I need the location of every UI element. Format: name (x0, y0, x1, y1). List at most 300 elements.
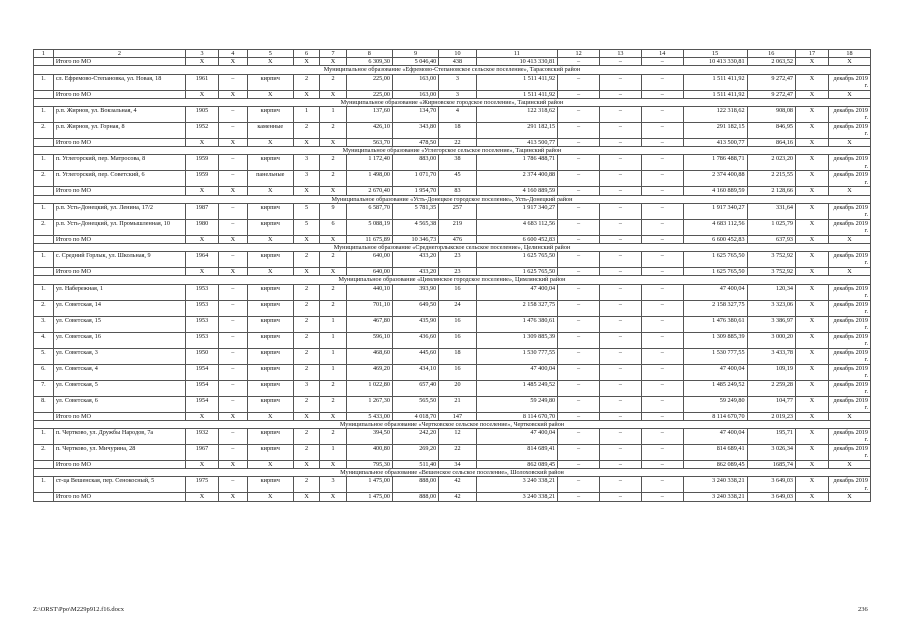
cell-col-14: – (641, 203, 683, 219)
cell-col-6: 3 (293, 380, 319, 396)
cell-col-14: – (641, 412, 683, 420)
municipality-section-row (34, 147, 871, 155)
cell-col-18: X (829, 90, 871, 98)
cell-col-9: 883,00 (392, 155, 438, 171)
cell-col-9: 5 781,35 (392, 203, 438, 219)
cell-col-17: X (796, 364, 829, 380)
cell-col-14: – (641, 139, 683, 147)
cell-col-10: 45 (439, 171, 476, 187)
cell-col-1: 1. (34, 284, 54, 300)
cell-col-16: 908,08 (747, 107, 795, 123)
column-number-5: 5 (247, 50, 293, 58)
capital-repair-register-table (33, 49, 871, 502)
cell-col-11: 413 500,77 (476, 139, 557, 147)
cell-col-12: – (558, 219, 600, 235)
cell-col-15: 1 476 380,61 (683, 316, 747, 332)
cell-col-2: Итого по МО (53, 90, 185, 98)
column-number-11: 11 (476, 50, 557, 58)
cell-col-7: 2 (320, 284, 346, 300)
cell-col-7: 1 (320, 348, 346, 364)
cell-col-10: 3 (439, 74, 476, 90)
cell-col-8: 137,60 (346, 107, 392, 123)
cell-col-13: – (599, 429, 641, 445)
cell-col-11: 862 089,45 (476, 461, 557, 469)
cell-col-18: декабрь 2019 г. (829, 396, 871, 412)
cell-col-16: 864,16 (747, 139, 795, 147)
cell-col-9: 242,20 (392, 429, 438, 445)
cell-col-18: декабрь 2019 г. (829, 445, 871, 461)
cell-col-12: – (558, 396, 600, 412)
cell-col-3: 1905 (185, 107, 218, 123)
cell-col-9: 5 046,40 (392, 58, 438, 66)
cell-col-10: 219 (439, 219, 476, 235)
column-number-15: 15 (683, 50, 747, 58)
building-row (34, 445, 871, 461)
cell-col-9: 565,50 (392, 396, 438, 412)
cell-col-11: 814 689,41 (476, 445, 557, 461)
municipality-section-row (34, 276, 871, 284)
cell-col-3: 1954 (185, 364, 218, 380)
cell-col-10: 23 (439, 252, 476, 268)
cell-col-18: декабрь 2019 г. (829, 155, 871, 171)
cell-col-16: 9 272,47 (747, 74, 795, 90)
cell-col-8: 640,00 (346, 252, 392, 268)
cell-col-15: 1 309 885,39 (683, 332, 747, 348)
cell-col-11: 1 511 411,92 (476, 74, 557, 90)
cell-col-8: 596,10 (346, 332, 392, 348)
cell-col-13: – (599, 316, 641, 332)
cell-col-7: X (320, 268, 346, 276)
cell-col-12: – (558, 235, 600, 243)
cell-col-3: 1953 (185, 316, 218, 332)
cell-col-7: X (320, 235, 346, 243)
municipality-section-row (34, 195, 871, 203)
cell-col-10: 18 (439, 123, 476, 139)
cell-col-17: X (796, 300, 829, 316)
cell-col-15: 1 786 488,71 (683, 155, 747, 171)
cell-col-2: с. Средний Горлык, ул. Школьная, 9 (53, 252, 185, 268)
cell-col-6: X (293, 493, 319, 501)
cell-col-15: 4 160 889,59 (683, 187, 747, 195)
cell-col-5: кирпич (247, 74, 293, 90)
cell-col-14: – (641, 90, 683, 98)
municipality-section-row (34, 244, 871, 252)
cell-col-2: п. Углегорский, пер. Советский, 6 (53, 171, 185, 187)
cell-col-10: 38 (439, 155, 476, 171)
cell-col-1: 1. (34, 252, 54, 268)
cell-col-10: 16 (439, 364, 476, 380)
cell-col-3: X (185, 493, 218, 501)
cell-col-16: 3 000,20 (747, 332, 795, 348)
cell-col-9: 4 565,38 (392, 219, 438, 235)
cell-col-10: 16 (439, 316, 476, 332)
cell-col-7: X (320, 412, 346, 420)
cell-col-6: 2 (293, 332, 319, 348)
cell-col-2: ул. Советская, 16 (53, 332, 185, 348)
cell-col-4: – (219, 155, 248, 171)
cell-col-17: X (796, 90, 829, 98)
cell-col-1 (34, 58, 54, 66)
cell-col-7: X (320, 461, 346, 469)
cell-col-4: – (219, 300, 248, 316)
cell-col-3: 1932 (185, 429, 218, 445)
cell-col-9: 393,90 (392, 284, 438, 300)
cell-col-14: – (641, 268, 683, 276)
building-row (34, 252, 871, 268)
cell-col-4: – (219, 123, 248, 139)
cell-col-11: 4 160 889,59 (476, 187, 557, 195)
cell-col-14: – (641, 445, 683, 461)
cell-col-1: 2. (34, 123, 54, 139)
municipality-total-row (34, 412, 871, 420)
cell-col-9: 269,20 (392, 445, 438, 461)
cell-col-11: 1 485 249,52 (476, 380, 557, 396)
cell-col-8: 701,10 (346, 300, 392, 316)
cell-col-16: 109,19 (747, 364, 795, 380)
building-row (34, 74, 871, 90)
column-number-8: 8 (346, 50, 392, 58)
cell-col-4: – (219, 316, 248, 332)
cell-col-7: 2 (320, 252, 346, 268)
cell-col-15: 59 249,80 (683, 396, 747, 412)
cell-col-15: 47 400,04 (683, 429, 747, 445)
cell-col-1: 1. (34, 477, 54, 493)
cell-col-3: X (185, 139, 218, 147)
cell-col-10: 438 (439, 58, 476, 66)
cell-col-8: 225,00 (346, 90, 392, 98)
cell-col-3: 1953 (185, 300, 218, 316)
cell-col-15: 10 413 330,81 (683, 58, 747, 66)
cell-col-13: – (599, 461, 641, 469)
cell-col-18: X (829, 235, 871, 243)
cell-col-7: 2 (320, 74, 346, 90)
cell-col-1: 7. (34, 380, 54, 396)
cell-col-12: – (558, 316, 600, 332)
cell-col-10: 12 (439, 429, 476, 445)
cell-col-6: 3 (293, 155, 319, 171)
cell-col-1: 1. (34, 107, 54, 123)
building-row (34, 477, 871, 493)
cell-col-15: 6 600 452,83 (683, 235, 747, 243)
cell-col-9: 343,80 (392, 123, 438, 139)
cell-col-17: X (796, 284, 829, 300)
cell-col-10: 20 (439, 380, 476, 396)
cell-col-11: 1 530 777,55 (476, 348, 557, 364)
cell-col-13: – (599, 445, 641, 461)
cell-col-10: 21 (439, 396, 476, 412)
cell-col-2: Итого по МО (53, 268, 185, 276)
building-row (34, 284, 871, 300)
cell-col-1 (34, 461, 54, 469)
cell-col-4: – (219, 396, 248, 412)
cell-col-13: – (599, 252, 641, 268)
cell-col-1: 4. (34, 332, 54, 348)
cell-col-11: 59 249,80 (476, 396, 557, 412)
cell-col-5: X (247, 493, 293, 501)
cell-col-6: 2 (293, 74, 319, 90)
cell-col-14: – (641, 187, 683, 195)
cell-col-15: 47 400,04 (683, 364, 747, 380)
column-number-3: 3 (185, 50, 218, 58)
cell-col-13: – (599, 477, 641, 493)
document-file-path: Z:\ORST\Ppo\M229p912.f16.docx (33, 606, 125, 613)
cell-col-8: 467,80 (346, 316, 392, 332)
cell-col-1: 1. (34, 203, 54, 219)
cell-col-16: 3 649,03 (747, 477, 795, 493)
cell-col-18: декабрь 2019 г. (829, 252, 871, 268)
cell-col-10: 16 (439, 284, 476, 300)
municipality-title: Муниципальное образование «Ефремово-Степановское сельское поселение», Тарасовский район (34, 66, 871, 74)
cell-col-2: Итого по МО (53, 139, 185, 147)
cell-col-15: 862 089,45 (683, 461, 747, 469)
cell-col-8: 1 475,00 (346, 477, 392, 493)
cell-col-4: X (219, 493, 248, 501)
cell-col-12: – (558, 348, 600, 364)
cell-col-16: 637,93 (747, 235, 795, 243)
cell-col-6: X (293, 58, 319, 66)
column-number-9: 9 (392, 50, 438, 58)
cell-col-8: 440,10 (346, 284, 392, 300)
cell-col-6: 5 (293, 203, 319, 219)
cell-col-14: – (641, 348, 683, 364)
cell-col-9: 435,90 (392, 316, 438, 332)
municipality-title: Муниципальное образование «Среднегорлыкское сельское поселение», Целинский район (34, 244, 871, 252)
cell-col-6: 2 (293, 477, 319, 493)
cell-col-11: 1 625 765,50 (476, 252, 557, 268)
cell-col-13: – (599, 284, 641, 300)
cell-col-3: X (185, 90, 218, 98)
cell-col-3: 1959 (185, 155, 218, 171)
cell-col-5: X (247, 461, 293, 469)
cell-col-11: 2 374 400,88 (476, 171, 557, 187)
cell-col-6: 2 (293, 364, 319, 380)
municipality-title: Муниципальное образование «Жирновское городское поселение», Тацинский район (34, 98, 871, 106)
cell-col-12: – (558, 284, 600, 300)
cell-col-9: 434,10 (392, 364, 438, 380)
cell-col-12: – (558, 300, 600, 316)
municipality-title: Муниципальное образование «Цимлянское городское поселение», Цимлянский район (34, 276, 871, 284)
cell-col-12: – (558, 364, 600, 380)
cell-col-16: 2 063,52 (747, 58, 795, 66)
cell-col-11: 1 917 340,27 (476, 203, 557, 219)
cell-col-18: X (829, 268, 871, 276)
cell-col-9: 4 018,70 (392, 412, 438, 420)
cell-col-17: X (796, 171, 829, 187)
municipality-total-row (34, 139, 871, 147)
building-row (34, 364, 871, 380)
cell-col-12: – (558, 107, 600, 123)
cell-col-12: – (558, 493, 600, 501)
cell-col-8: 225,00 (346, 74, 392, 90)
cell-col-11: 291 182,15 (476, 123, 557, 139)
cell-col-18: декабрь 2019 г. (829, 203, 871, 219)
cell-col-17: X (796, 412, 829, 420)
cell-col-7: 3 (320, 477, 346, 493)
cell-col-8: 1 172,40 (346, 155, 392, 171)
cell-col-12: – (558, 445, 600, 461)
cell-col-4: X (219, 461, 248, 469)
cell-col-14: – (641, 396, 683, 412)
cell-col-7: X (320, 58, 346, 66)
cell-col-12: – (558, 461, 600, 469)
cell-col-6: 2 (293, 123, 319, 139)
cell-col-9: 888,00 (392, 477, 438, 493)
cell-col-15: 814 689,41 (683, 445, 747, 461)
municipality-total-row (34, 461, 871, 469)
municipality-section-row (34, 66, 871, 74)
cell-col-13: – (599, 171, 641, 187)
cell-col-3: 1953 (185, 284, 218, 300)
cell-col-2: ул. Советская, 6 (53, 396, 185, 412)
cell-col-13: – (599, 203, 641, 219)
cell-col-3: X (185, 268, 218, 276)
cell-col-11: 1 511 411,92 (476, 90, 557, 98)
cell-col-11: 10 413 330,81 (476, 58, 557, 66)
cell-col-17: X (796, 123, 829, 139)
municipality-section-row (34, 420, 871, 428)
cell-col-4: – (219, 364, 248, 380)
cell-col-9: 511,40 (392, 461, 438, 469)
cell-col-8: 1 022,80 (346, 380, 392, 396)
cell-col-13: – (599, 123, 641, 139)
cell-col-5: кирпич (247, 155, 293, 171)
cell-col-10: 22 (439, 139, 476, 147)
cell-col-17: X (796, 332, 829, 348)
cell-col-13: – (599, 364, 641, 380)
cell-col-9: 1 954,70 (392, 187, 438, 195)
column-number-header-row (34, 50, 871, 58)
cell-col-8: 468,60 (346, 348, 392, 364)
cell-col-2: сл. Ефремово-Степановка, ул. Новая, 18 (53, 74, 185, 90)
cell-col-5: кирпич (247, 219, 293, 235)
cell-col-9: 163,00 (392, 74, 438, 90)
cell-col-18: декабрь 2019 г. (829, 107, 871, 123)
cell-col-5: кирпич (247, 107, 293, 123)
cell-col-8: 640,00 (346, 268, 392, 276)
cell-col-14: – (641, 74, 683, 90)
cell-col-16: 3 752,92 (747, 268, 795, 276)
cell-col-14: – (641, 461, 683, 469)
cell-col-18: X (829, 493, 871, 501)
building-row (34, 219, 871, 235)
cell-col-8: 1 498,00 (346, 171, 392, 187)
cell-col-18: декабрь 2019 г. (829, 123, 871, 139)
building-row (34, 300, 871, 316)
cell-col-2: Итого по МО (53, 187, 185, 195)
cell-col-4: – (219, 74, 248, 90)
cell-col-4: – (219, 219, 248, 235)
cell-col-4: – (219, 477, 248, 493)
cell-col-18: X (829, 139, 871, 147)
building-row (34, 203, 871, 219)
cell-col-2: ул. Советская, 4 (53, 364, 185, 380)
cell-col-9: 478,50 (392, 139, 438, 147)
cell-col-15: 1 511 411,92 (683, 74, 747, 90)
cell-col-17: X (796, 268, 829, 276)
cell-col-8: 6 587,70 (346, 203, 392, 219)
cell-col-14: – (641, 252, 683, 268)
cell-col-14: – (641, 300, 683, 316)
column-number-14: 14 (641, 50, 683, 58)
cell-col-1: 2. (34, 445, 54, 461)
cell-col-12: – (558, 74, 600, 90)
cell-col-18: декабрь 2019 г. (829, 348, 871, 364)
cell-col-10: 257 (439, 203, 476, 219)
cell-col-1 (34, 412, 54, 420)
cell-col-10: 147 (439, 412, 476, 420)
cell-col-6: 2 (293, 252, 319, 268)
column-number-16: 16 (747, 50, 795, 58)
cell-col-3: 1954 (185, 396, 218, 412)
cell-col-5: кирпич (247, 203, 293, 219)
cell-col-7: 6 (320, 219, 346, 235)
cell-col-3: X (185, 235, 218, 243)
cell-col-6: X (293, 90, 319, 98)
cell-col-5: кирпич (247, 252, 293, 268)
cell-col-18: X (829, 187, 871, 195)
cell-col-5: кирпич (247, 300, 293, 316)
municipality-section-row (34, 469, 871, 477)
cell-col-16: 2 023,20 (747, 155, 795, 171)
cell-col-3: 1959 (185, 171, 218, 187)
cell-col-15: 1 917 340,27 (683, 203, 747, 219)
cell-col-1: 1. (34, 74, 54, 90)
cell-col-3: 1964 (185, 252, 218, 268)
column-number-17: 17 (796, 50, 829, 58)
cell-col-9: 1 071,70 (392, 171, 438, 187)
cell-col-3: 1954 (185, 380, 218, 396)
cell-col-12: – (558, 58, 600, 66)
cell-col-1: 6. (34, 364, 54, 380)
cell-col-2: ст-ца Вешенская, пер. Сенокосный, 5 (53, 477, 185, 493)
cell-col-13: – (599, 380, 641, 396)
cell-col-14: – (641, 123, 683, 139)
column-number-6: 6 (293, 50, 319, 58)
cell-col-6: X (293, 139, 319, 147)
cell-col-18: X (829, 461, 871, 469)
cell-col-16: 3 433,78 (747, 348, 795, 364)
cell-col-7: 2 (320, 123, 346, 139)
cell-col-4: – (219, 429, 248, 445)
cell-col-13: – (599, 396, 641, 412)
cell-col-17: X (796, 348, 829, 364)
cell-col-2: ул. Советская, 3 (53, 348, 185, 364)
cell-col-18: декабрь 2019 г. (829, 364, 871, 380)
column-number-13: 13 (599, 50, 641, 58)
cell-col-17: X (796, 252, 829, 268)
cell-col-7: 1 (320, 332, 346, 348)
cell-col-17: X (796, 429, 829, 445)
cell-col-10: 24 (439, 300, 476, 316)
cell-col-1: 2. (34, 219, 54, 235)
cell-col-2: Итого по МО (53, 235, 185, 243)
cell-col-3: 1952 (185, 123, 218, 139)
cell-col-4: – (219, 348, 248, 364)
cell-col-1: 1. (34, 429, 54, 445)
cell-col-13: – (599, 139, 641, 147)
municipality-total-row (34, 58, 871, 66)
cell-col-6: 2 (293, 445, 319, 461)
cell-col-4: – (219, 284, 248, 300)
cell-col-11: 3 240 338,21 (476, 477, 557, 493)
cell-col-12: – (558, 171, 600, 187)
cell-col-13: – (599, 90, 641, 98)
cell-col-1: 5. (34, 348, 54, 364)
cell-col-5: кирпич (247, 348, 293, 364)
cell-col-1 (34, 268, 54, 276)
cell-col-6: X (293, 235, 319, 243)
cell-col-17: X (796, 107, 829, 123)
